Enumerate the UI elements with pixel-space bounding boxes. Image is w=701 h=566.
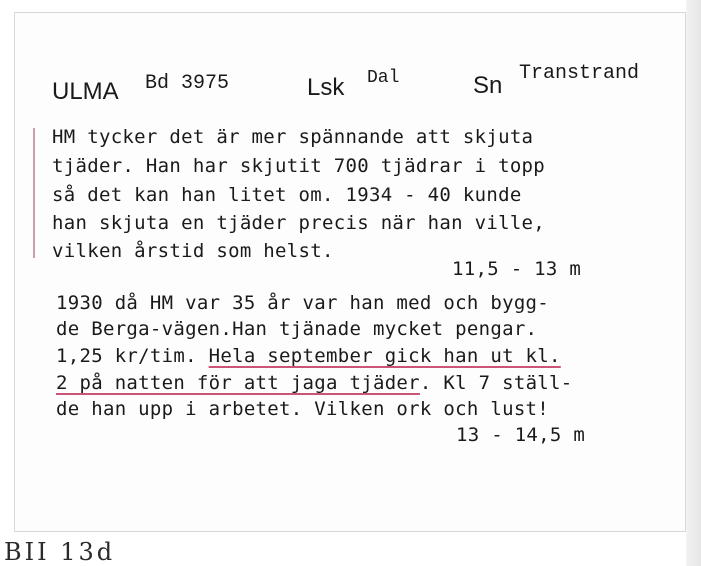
para1-line: så det kan han litet om. 1934 - 40 kunde <box>52 184 522 206</box>
range-2: 13 - 14,5 m <box>456 424 586 446</box>
para2-line: de Berga-vägen.Han tjänade mycket pengar. <box>56 318 538 340</box>
scan-edge <box>686 0 701 566</box>
underlined-text: 2 på natten för att jaga tjäder <box>56 372 420 394</box>
para2-line3-plain: 1,25 kr/tim. <box>56 345 209 367</box>
para2-line: 1930 då HM var 35 år var han med och bygg- <box>56 292 550 314</box>
underlined-text: Hela september gick han ut kl. <box>208 345 561 367</box>
para2-line <box>56 345 561 367</box>
header-ulma: ULMA <box>52 78 119 105</box>
range-1: 11,5 - 13 m <box>452 258 582 280</box>
para2-line <box>56 372 573 394</box>
para1-line: HM tycker det är mer spännande att skjuta <box>52 126 534 148</box>
header-sn-value: Transtrand <box>519 62 640 85</box>
para2-line: de han upp i arbetet. Vilken ork och lust! <box>56 398 550 420</box>
para1-line: han skjuta en tjäder precis när han ville, <box>52 212 546 234</box>
para2-line4-plain: . Kl 7 ställ- <box>419 372 573 394</box>
header-lsk-value: Dal <box>367 68 400 88</box>
header-bd: Bd 3975 <box>145 72 230 95</box>
handwritten-note: BII 13d <box>4 538 116 566</box>
para1-line: vilken årstid som helst. <box>52 240 334 262</box>
header-lsk-label: Lsk <box>307 74 345 101</box>
margin-mark <box>33 128 35 258</box>
header-sn-label: Sn <box>473 72 503 99</box>
para1-line: tjäder. Han har skjutit 700 tjädrar i topp <box>52 155 546 177</box>
